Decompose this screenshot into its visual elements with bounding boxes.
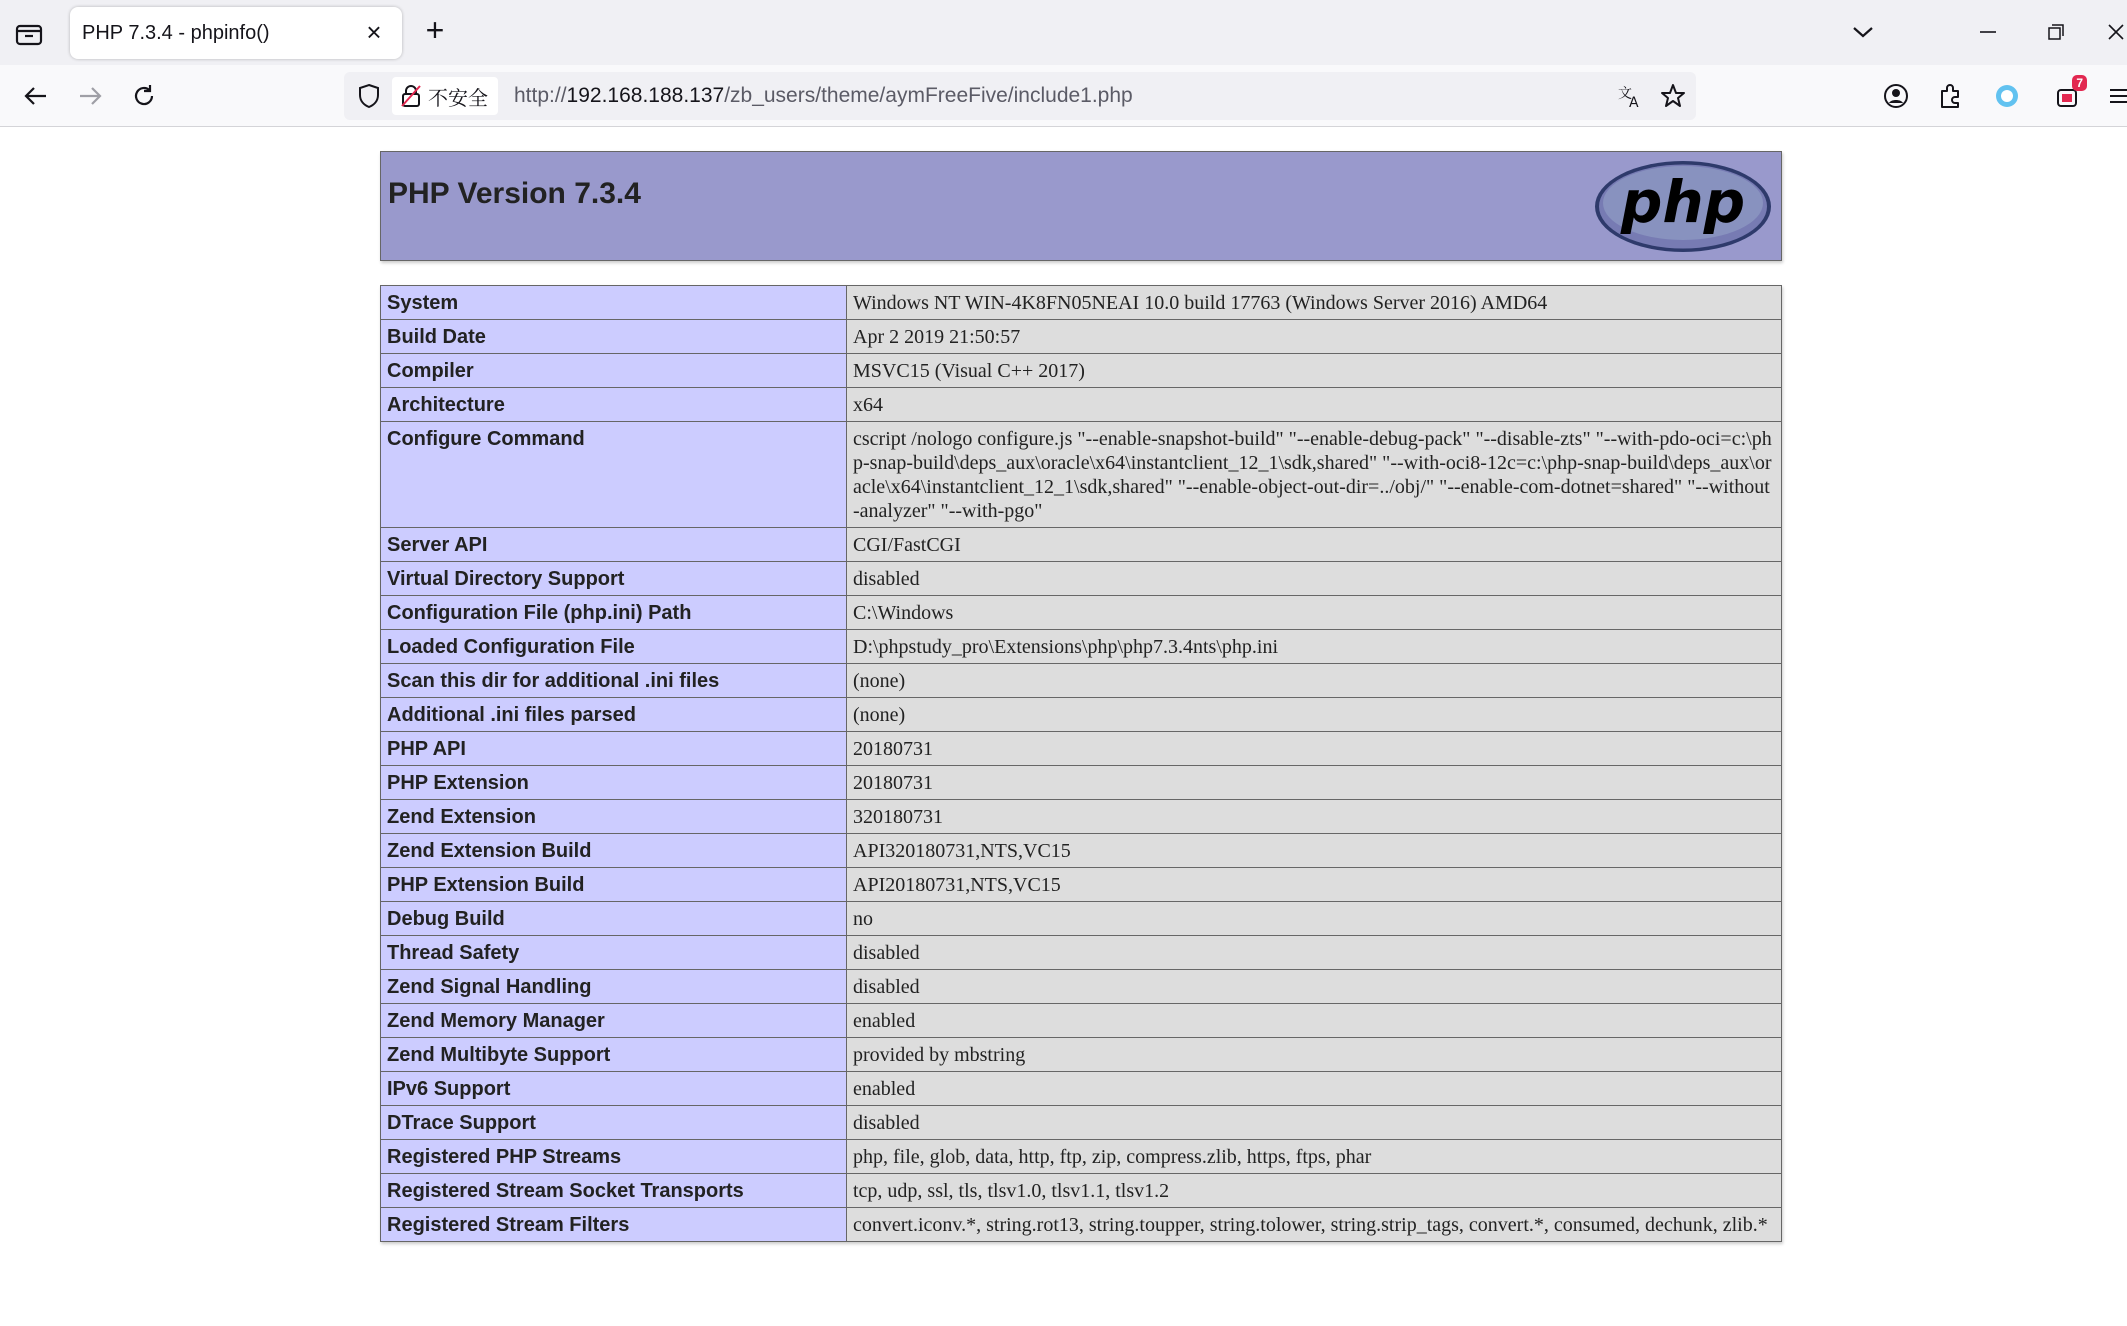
extension-notification-icon[interactable] [2049,78,2085,114]
row-value: enabled [847,1072,1782,1106]
row-key: PHP API [381,732,847,766]
row-value: tcp, udp, ssl, tls, tlsv1.0, tlsv1.1, tlsv1.2 [847,1174,1782,1208]
table-row [381,1174,1782,1208]
row-key: IPv6 Support [381,1072,847,1106]
row-value: disabled [847,1106,1782,1140]
table-row [381,766,1782,800]
row-key: Additional .ini files parsed [381,698,847,732]
row-value: 20180731 [847,766,1782,800]
menu-icon[interactable] [2108,78,2127,114]
phpinfo-container [380,151,1782,1242]
svg-text:A: A [1629,95,1639,110]
row-key: Registered Stream Socket Transports [381,1174,847,1208]
table-row [381,936,1782,970]
row-key: Registered PHP Streams [381,1140,847,1174]
account-icon[interactable] [1878,78,1914,114]
tab-close-icon[interactable]: × [366,17,382,47]
row-value: x64 [847,388,1782,422]
row-value: (none) [847,698,1782,732]
close-window-icon[interactable] [2104,14,2127,50]
table-row [381,630,1782,664]
restore-icon[interactable] [2038,14,2074,50]
row-value: php, file, glob, data, http, ftp, zip, compress.zlib, https, ftps, phar [847,1140,1782,1174]
row-value: MSVC15 (Visual C++ 2017) [847,354,1782,388]
row-key: Zend Extension [381,800,847,834]
table-row [381,698,1782,732]
navigation-toolbar [0,65,2127,127]
table-row [381,970,1782,1004]
back-icon[interactable] [18,78,54,114]
table-row [381,528,1782,562]
table-row [381,664,1782,698]
row-value: CGI/FastCGI [847,528,1782,562]
row-key: Configuration File (php.ini) Path [381,596,847,630]
table-row [381,1038,1782,1072]
row-key: Architecture [381,388,847,422]
row-key: PHP Extension [381,766,847,800]
row-key: Compiler [381,354,847,388]
url-text[interactable] [514,84,1133,108]
table-row [381,596,1782,630]
url-bar[interactable] [344,72,1696,120]
row-key: PHP Extension Build [381,868,847,902]
row-key: Loaded Configuration File [381,630,847,664]
table-row [381,834,1782,868]
row-key: Zend Signal Handling [381,970,847,1004]
row-value: 320180731 [847,800,1782,834]
extension-circle-icon[interactable] [1989,78,2025,114]
table-row [381,1106,1782,1140]
tab-bar [0,0,2127,65]
row-value: no [847,902,1782,936]
translate-icon[interactable] [1614,80,1646,112]
row-value: cscript /nologo configure.js "--enable-snapshot-build" "--enable-debug-pack" "--disable-zts" "--with-pdo-oci=c:\php-snap-build\deps_aux\oracle\x64\instantclient_12_1\sdk,shared" "--with-oci8-12c=c:\php-snap-build\deps_aux\oracle\x64\instantclient_12_1\sdk,shared" "--enable-object-out-dir=../obj/" "--enable-com-dotnet=shared" "--without-analyzer" "--with-pgo" [847,422,1782,528]
row-value: provided by mbstring [847,1038,1782,1072]
svg-text:文: 文 [1618,86,1632,102]
tab-title: PHP 7.3.4 - phpinfo() [82,22,270,44]
row-key: Thread Safety [381,936,847,970]
tab-list-icon[interactable] [14,20,44,48]
table-row [381,1004,1782,1038]
row-value: disabled [847,970,1782,1004]
forward-icon[interactable] [72,78,108,114]
row-key: Server API [381,528,847,562]
connection-not-secure-badge[interactable] [392,77,498,115]
table-row [381,800,1782,834]
tracking-protection-shield-icon[interactable] [354,81,384,111]
url-scheme: http:// [514,84,567,107]
table-row [381,1072,1782,1106]
extensions-puzzle-icon[interactable] [1932,78,1968,114]
url-path: /zb_users/theme/aymFreeFive/include1.php [724,84,1133,107]
row-key: Virtual Directory Support [381,562,847,596]
row-key: Configure Command [381,422,847,528]
table-row [381,732,1782,766]
row-value: enabled [847,1004,1782,1038]
row-value: disabled [847,562,1782,596]
php-logo-text: php [1620,168,1746,236]
page-content [0,128,2127,1326]
url-host: 192.168.188.137 [566,84,725,107]
row-value: Windows NT WIN-4K8FN05NEAI 10.0 build 17763 (Windows Server 2016) AMD64 [847,286,1782,320]
page-title: PHP Version 7.3.4 [388,177,641,210]
row-key: Scan this dir for additional .ini files [381,664,847,698]
active-tab[interactable] [70,7,402,59]
table-row [381,902,1782,936]
row-key: Registered Stream Filters [381,1208,847,1242]
table-row [381,868,1782,902]
tab-overflow-chevron-icon[interactable] [1845,14,1881,50]
minimize-icon[interactable] [1970,14,2006,50]
php-version-header [380,151,1782,261]
row-key: System [381,286,847,320]
row-value: Apr 2 2019 21:50:57 [847,320,1782,354]
row-value: convert.iconv.*, string.rot13, string.toupper, string.tolower, string.strip_tags, convert.*, consumed, dechunk, zlib.* [847,1208,1782,1242]
table-row [381,286,1782,320]
not-secure-label: 不安全 [428,87,488,110]
row-value: API320180731,NTS,VC15 [847,834,1782,868]
table-row [381,1140,1782,1174]
php-info-table [380,285,1782,1242]
table-row [381,1208,1782,1242]
table-row [381,562,1782,596]
table-row [381,388,1782,422]
row-value: disabled [847,936,1782,970]
new-tab-button[interactable]: + [425,12,445,48]
row-value: (none) [847,664,1782,698]
insecure-lock-icon [400,84,422,108]
row-value: 20180731 [847,732,1782,766]
row-key: DTrace Support [381,1106,847,1140]
row-key: Zend Multibyte Support [381,1038,847,1072]
bookmark-star-icon[interactable] [1657,80,1689,112]
row-value: C:\Windows [847,596,1782,630]
row-value: D:\phpstudy_pro\Extensions\php\php7.3.4nts\php.ini [847,630,1782,664]
row-value: API20180731,NTS,VC15 [847,868,1782,902]
table-row [381,320,1782,354]
row-key: Build Date [381,320,847,354]
row-key: Debug Build [381,902,847,936]
php-logo[interactable] [1593,159,1773,259]
table-row [381,354,1782,388]
reload-icon[interactable] [126,78,162,114]
row-key: Zend Memory Manager [381,1004,847,1038]
row-key: Zend Extension Build [381,834,847,868]
notification-count-badge: 7 [2072,75,2087,91]
table-row [381,422,1782,528]
